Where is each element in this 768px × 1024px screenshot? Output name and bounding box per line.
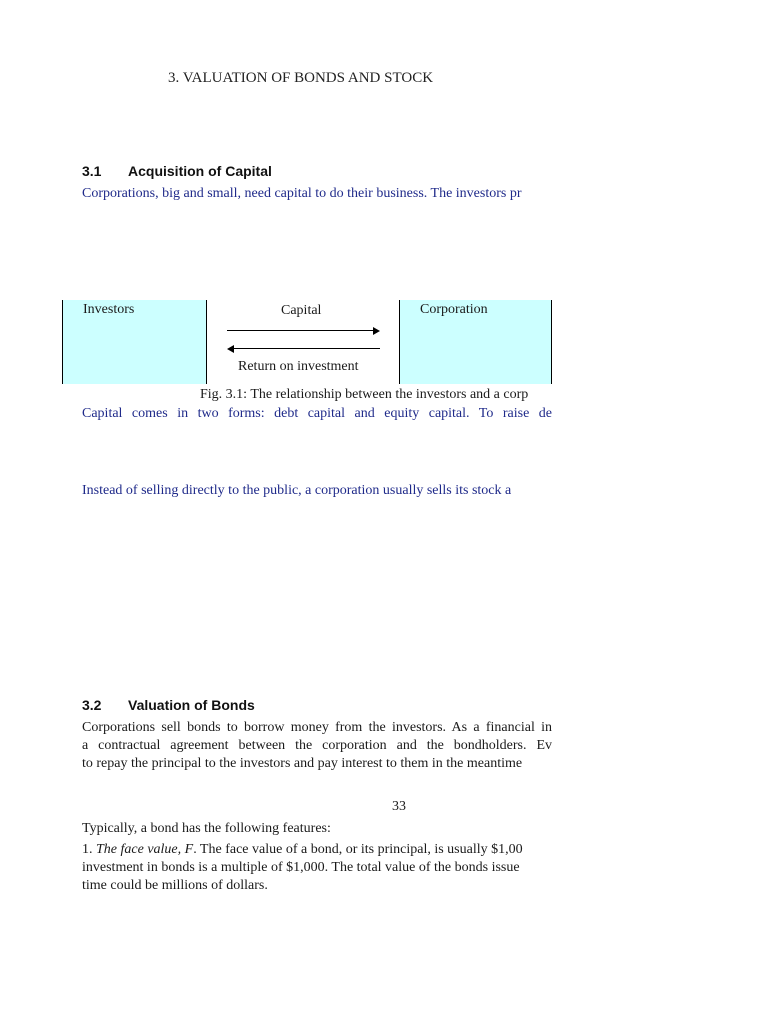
section-number: 3.1	[82, 163, 102, 179]
capital-arrow-line	[227, 330, 374, 331]
features-intro: Typically, a bond has the following features:	[82, 821, 331, 836]
investors-label: Investors	[83, 302, 135, 317]
feature-term: The face value, F	[96, 842, 194, 857]
capital-arrow	[227, 327, 380, 335]
document-title: 3. VALUATION OF BONDS AND STOCK	[168, 70, 434, 86]
feature-text-line: investment in bonds is a multiple of $1,000. The total value of the bonds issue	[82, 860, 520, 875]
return-arrow-label: Return on investment	[238, 359, 359, 374]
investors-box	[62, 300, 207, 384]
section-number: 3.2	[82, 697, 102, 713]
arrow-left-icon	[227, 345, 234, 353]
bonds-paragraph-line: to repay the principal to the investors and pay interest to them in the meantime	[82, 756, 523, 771]
capital-arrow-label: Capital	[281, 303, 322, 318]
figure-caption: Fig. 3.1: The relationship between the investors and a corp	[200, 387, 529, 402]
arrow-right-icon	[373, 327, 380, 335]
feature-item-face-value	[82, 841, 552, 859]
feature-number: 1.	[82, 842, 96, 857]
paragraph-capital-forms: Capital comes in two forms: debt capital and equity capital. To raise de	[82, 406, 552, 421]
corporation-box	[399, 300, 552, 384]
return-arrow	[227, 345, 380, 353]
section-title: Valuation of Bonds	[128, 697, 255, 713]
bonds-paragraph-line: a contractual agreement between the corporation and the bondholders. Ev	[82, 738, 552, 753]
corporation-label: Corporation	[420, 302, 488, 317]
return-arrow-line	[233, 348, 380, 349]
section-title: Acquisition of Capital	[128, 163, 272, 179]
paragraph-selling-stock: Instead of selling directly to the public, a corporation usually sells its stock a	[82, 483, 512, 498]
feature-text: . The face value of a bond, or its principal, is usually $1,00	[193, 842, 523, 857]
paragraph-capital-need: Corporations, big and small, need capital to do their business. The investors pr	[82, 186, 522, 201]
section-heading-3-1	[82, 163, 272, 179]
section-heading-3-2	[82, 697, 255, 713]
feature-text-line: time could be millions of dollars.	[82, 878, 268, 893]
bonds-paragraph-line: Corporations sell bonds to borrow money from the investors. As a financial in	[82, 720, 552, 735]
page-number: 33	[392, 799, 406, 814]
